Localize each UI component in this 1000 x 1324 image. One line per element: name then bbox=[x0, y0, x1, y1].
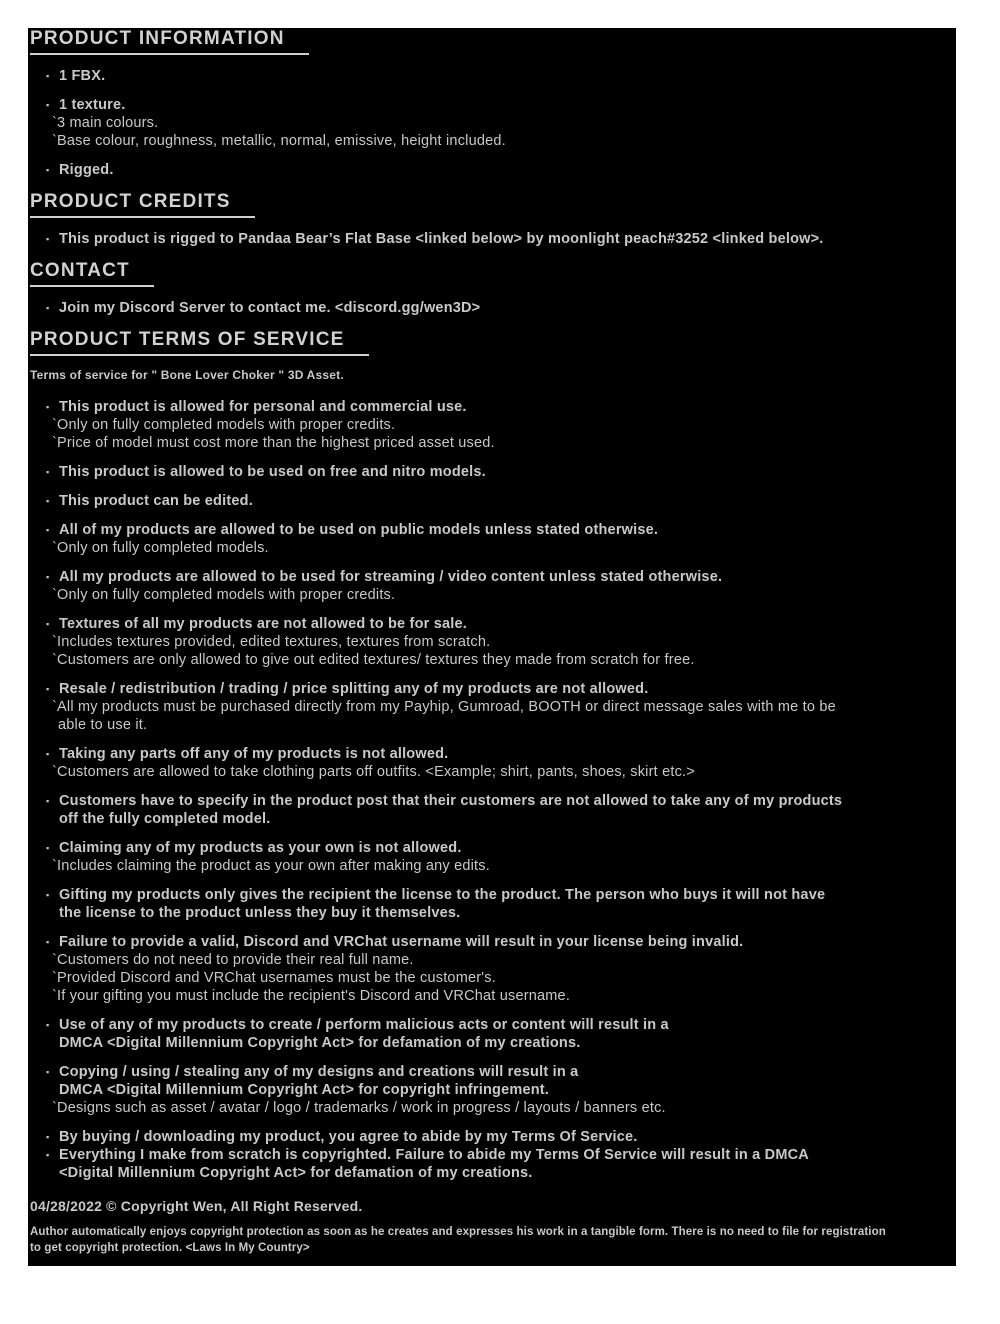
bullet-icon: ▪ bbox=[46, 1067, 50, 1077]
continuation-line: able to use it. bbox=[58, 717, 148, 733]
bullet-group bbox=[30, 230, 956, 248]
bullet-group bbox=[30, 886, 956, 922]
bullet-line: ▪ Failure to provide a valid, Discord and VRChat username will result in your license being invalid. bbox=[46, 934, 744, 950]
bullet-icon: ▪ bbox=[46, 937, 50, 947]
sub-line: `Customers are allowed to take clothing parts off outfits. <Example; shirt, pants, shoes, skirt etc.> bbox=[52, 764, 695, 780]
bullet-icon: ▪ bbox=[46, 165, 50, 175]
bullet-group bbox=[30, 463, 956, 481]
bullet-icon: ▪ bbox=[46, 619, 50, 629]
bullet-line: ▪ Taking any parts off any of my products is not allowed. bbox=[46, 746, 449, 762]
sub-line: `Price of model must cost more than the highest priced asset used. bbox=[52, 435, 495, 451]
sub-line: `Provided Discord and VRChat usernames must be the customer's. bbox=[52, 970, 496, 986]
bullet-group bbox=[30, 1016, 956, 1052]
bullet-line: ▪ Copying / using / stealing any of my designs and creations will result in a bbox=[46, 1064, 579, 1080]
sub-line: `Includes textures provided, edited textures, textures from scratch. bbox=[52, 634, 491, 650]
bullet-line: ▪ All of my products are allowed to be used on public models unless stated otherwise. bbox=[46, 522, 659, 538]
bullet-icon: ▪ bbox=[46, 796, 50, 806]
bullet-icon: ▪ bbox=[46, 71, 50, 81]
bullet-group bbox=[30, 161, 956, 179]
bullet-group bbox=[30, 792, 956, 828]
bullet-icon: ▪ bbox=[46, 496, 50, 506]
bullet-group bbox=[30, 1063, 956, 1117]
sub-line: `Includes claiming the product as your own after making any edits. bbox=[52, 858, 490, 874]
bullet-line: ▪ All my products are allowed to be used for streaming / video content unless stated otherwise. bbox=[46, 569, 723, 585]
bullet-group bbox=[30, 933, 956, 1005]
bullet-group bbox=[30, 67, 956, 85]
fine-print bbox=[30, 1224, 956, 1256]
fine-print-line-2: to get copyright protection. <Laws In My Country> bbox=[30, 1242, 310, 1254]
bullet-icon: ▪ bbox=[46, 467, 50, 477]
bullet-group bbox=[30, 398, 956, 452]
section-heading-row-contact bbox=[30, 260, 956, 287]
bullet-line: ▪ Textures of all my products are not allowed to be for sale. bbox=[46, 616, 467, 632]
bullet-line: ▪ 1 FBX. bbox=[46, 68, 106, 84]
continuation-line: DMCA <Digital Millennium Copyright Act> for defamation of my creations. bbox=[59, 1035, 581, 1051]
tos-note: Terms of service for " Bone Lover Choker " 3D Asset. bbox=[30, 368, 344, 382]
bullet-line: ▪ Use of any of my products to create / perform malicious acts or content will result in a bbox=[46, 1017, 669, 1033]
bullet-icon: ▪ bbox=[46, 890, 50, 900]
bullet-group bbox=[30, 839, 956, 875]
sub-line: `Customers do not need to provide their real full name. bbox=[52, 952, 414, 968]
bullet-group bbox=[30, 615, 956, 669]
bullet-line: ▪ Join my Discord Server to contact me. <discord.gg/wen3D> bbox=[46, 300, 481, 316]
bullet-line: ▪ Customers have to specify in the product post that their customers are not allowed to take any of my products bbox=[46, 793, 843, 809]
section-heading-product-terms-of-service: PRODUCT TERMS OF SERVICE bbox=[30, 329, 369, 356]
sub-line: `Only on fully completed models. bbox=[52, 540, 269, 556]
bullet-group bbox=[30, 96, 956, 150]
bullet-icon: ▪ bbox=[46, 100, 50, 110]
bullet-group bbox=[30, 521, 956, 557]
bullet-group bbox=[30, 745, 956, 781]
bullet-icon: ▪ bbox=[46, 1150, 50, 1160]
bullet-line: ▪ Resale / redistribution / trading / price splitting any of my products are not allowed. bbox=[46, 681, 649, 697]
bullet-group bbox=[30, 680, 956, 734]
bullet-icon: ▪ bbox=[46, 843, 50, 853]
bullet-line: ▪ Everything I make from scratch is copyrighted. Failure to abide my Terms Of Service will result in a DMCA bbox=[46, 1147, 809, 1163]
bullet-icon: ▪ bbox=[46, 684, 50, 694]
sub-line: `Only on fully completed models with proper credits. bbox=[52, 417, 396, 433]
continuation-line: DMCA <Digital Millennium Copyright Act> for copyright infringement. bbox=[59, 1082, 550, 1098]
section-heading-product-credits: PRODUCT CREDITS bbox=[30, 191, 255, 218]
section-heading-row-product-information bbox=[30, 28, 956, 55]
section-heading-contact: CONTACT bbox=[30, 260, 154, 287]
continuation-line: off the fully completed model. bbox=[59, 811, 271, 827]
sections-container bbox=[30, 28, 956, 1182]
sub-line: `3 main colours. bbox=[52, 115, 159, 131]
bullet-line: ▪ Rigged. bbox=[46, 162, 114, 178]
sub-line: `Base colour, roughness, metallic, normal, emissive, height included. bbox=[52, 133, 506, 149]
bullet-line: ▪ This product can be edited. bbox=[46, 493, 253, 509]
bullet-line: ▪ This product is allowed for personal and commercial use. bbox=[46, 399, 467, 415]
section-heading-product-information: PRODUCT INFORMATION bbox=[30, 28, 309, 55]
bullet-icon: ▪ bbox=[46, 1020, 50, 1030]
document-panel bbox=[28, 28, 956, 1266]
bullet-group bbox=[30, 299, 956, 317]
bullet-group bbox=[30, 1128, 956, 1182]
bullet-icon: ▪ bbox=[46, 525, 50, 535]
continuation-line: the license to the product unless they buy it themselves. bbox=[59, 905, 461, 921]
bullet-icon: ▪ bbox=[46, 572, 50, 582]
bullet-line: ▪ 1 texture. bbox=[46, 97, 126, 113]
bullet-icon: ▪ bbox=[46, 1132, 50, 1142]
bullet-icon: ▪ bbox=[46, 303, 50, 313]
bullet-line: ▪ Claiming any of my products as your own is not allowed. bbox=[46, 840, 462, 856]
bullet-icon: ▪ bbox=[46, 749, 50, 759]
bullet-group bbox=[30, 492, 956, 510]
bullet-line: ▪ This product is allowed to be used on free and nitro models. bbox=[46, 464, 486, 480]
sub-line: `Customers are only allowed to give out edited textures/ textures they made from scratch for free. bbox=[52, 652, 695, 668]
bullet-line: ▪ Gifting my products only gives the recipient the license to the product. The person who buys it will not have bbox=[46, 887, 826, 903]
continuation-line: <Digital Millennium Copyright Act> for defamation of my creations. bbox=[59, 1165, 533, 1181]
bullet-line: ▪ By buying / downloading my product, you agree to abide by my Terms Of Service. bbox=[46, 1129, 638, 1145]
sub-line: `All my products must be purchased directly from my Payhip, Gumroad, BOOTH or direct message sales with me to be bbox=[52, 699, 836, 715]
bullet-icon: ▪ bbox=[46, 234, 50, 244]
bullet-line: ▪ This product is rigged to Pandaa Bear’s Flat Base <linked below> by moonlight peach#3252 <linked below>. bbox=[46, 231, 824, 247]
copyright-line: 04/28/2022 © Copyright Wen, All Right Reserved. bbox=[30, 1198, 363, 1214]
bullet-icon: ▪ bbox=[46, 402, 50, 412]
sub-line: `If your gifting you must include the recipient's Discord and VRChat username. bbox=[52, 988, 571, 1004]
fine-print-line-1: Author automatically enjoys copyright protection as soon as he creates and expresses his work in a tangible form. There is no need to file for registration bbox=[30, 1226, 886, 1238]
section-heading-row-product-terms-of-service bbox=[30, 329, 956, 356]
sub-line: `Only on fully completed models with proper credits. bbox=[52, 587, 396, 603]
section-heading-row-product-credits bbox=[30, 191, 956, 218]
sub-line: `Designs such as asset / avatar / logo / trademarks / work in progress / layouts / banners etc. bbox=[52, 1100, 666, 1116]
bullet-group bbox=[30, 568, 956, 604]
